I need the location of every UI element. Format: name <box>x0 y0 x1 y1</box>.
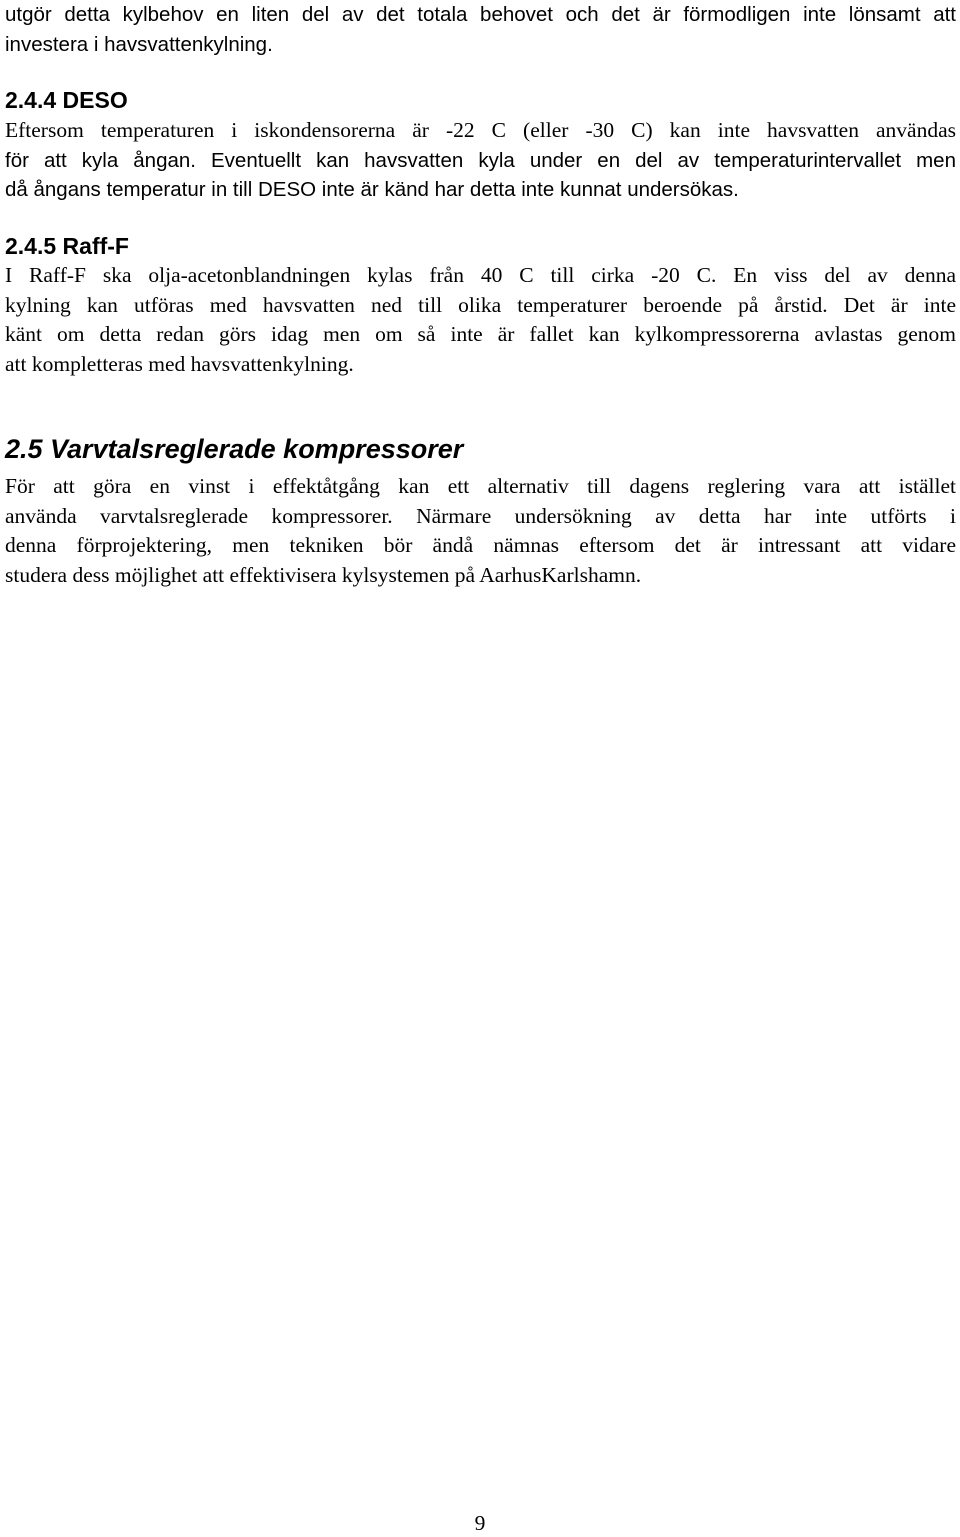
page-number: 9 <box>474 1511 486 1535</box>
section-2-5-paragraph <box>5 472 956 590</box>
section-2-4-4-line-3: då ångans temperatur in till DESO inte är känd har detta inte kunnat undersökas. <box>5 178 739 201</box>
section-2-5-line-1: För att göra en vinst i effektåtgång kan ett alternativ till dagens reglering vara att istället <box>5 474 956 498</box>
section-2-4-5-line-2: kylning kan utföras med havsvatten ned till olika temperaturer beroende på årstid. Det är inte <box>5 292 956 317</box>
section-2-4-4-line-1: Eftersom temperaturen i iskondensorerna är -22 C (eller -30 C) kan inte havsvatten användas <box>5 118 956 142</box>
section-2-5-line-2: använda varvtalsreglerade kompressorer. Närmare undersökning av detta har inte utförts i <box>5 503 956 528</box>
section-2-4-5-line-4: att kompletteras med havsvattenkylning. <box>5 351 354 376</box>
intro-line-2: investera i havsvattenkylning. <box>5 32 273 56</box>
section-2-4-5-line-3: känt om detta redan görs idag men om så inte är fallet kan kylkompressorerna avlastas genom <box>5 322 956 346</box>
section-2-4-4-paragraph <box>5 116 956 205</box>
section-2-4-4-heading: 2.4.4 DESO <box>5 87 128 113</box>
section-2-4-5-line-1: I Raff-F ska olja-acetonblandningen kylas från 40 C till cirka -20 C. En viss del av denna <box>5 263 956 287</box>
section-2-4-5-heading: 2.4.5 Raff-F <box>5 233 129 259</box>
section-2-4-5-paragraph <box>5 261 956 379</box>
section-2-4-4-line-2: för att kyla ångan. Eventuellt kan havsvatten kyla under en del av temperaturintervallet men <box>5 148 956 172</box>
section-2-5-heading: 2.5 Varvtalsreglerade kompressorer <box>5 434 464 464</box>
section-2-5-line-4: studera dess möjlighet att effektivisera kylsystemen på AarhusKarlshamn. <box>5 562 642 587</box>
section-2-5-line-3: denna förprojektering, men tekniken bör ändå nämnas eftersom det är intressant att vidare <box>5 533 956 557</box>
intro-line-1: utgör detta kylbehov en liten del av det totala behovet och det är förmodligen inte lönsamt att <box>5 3 956 26</box>
intro-paragraph <box>5 0 956 59</box>
